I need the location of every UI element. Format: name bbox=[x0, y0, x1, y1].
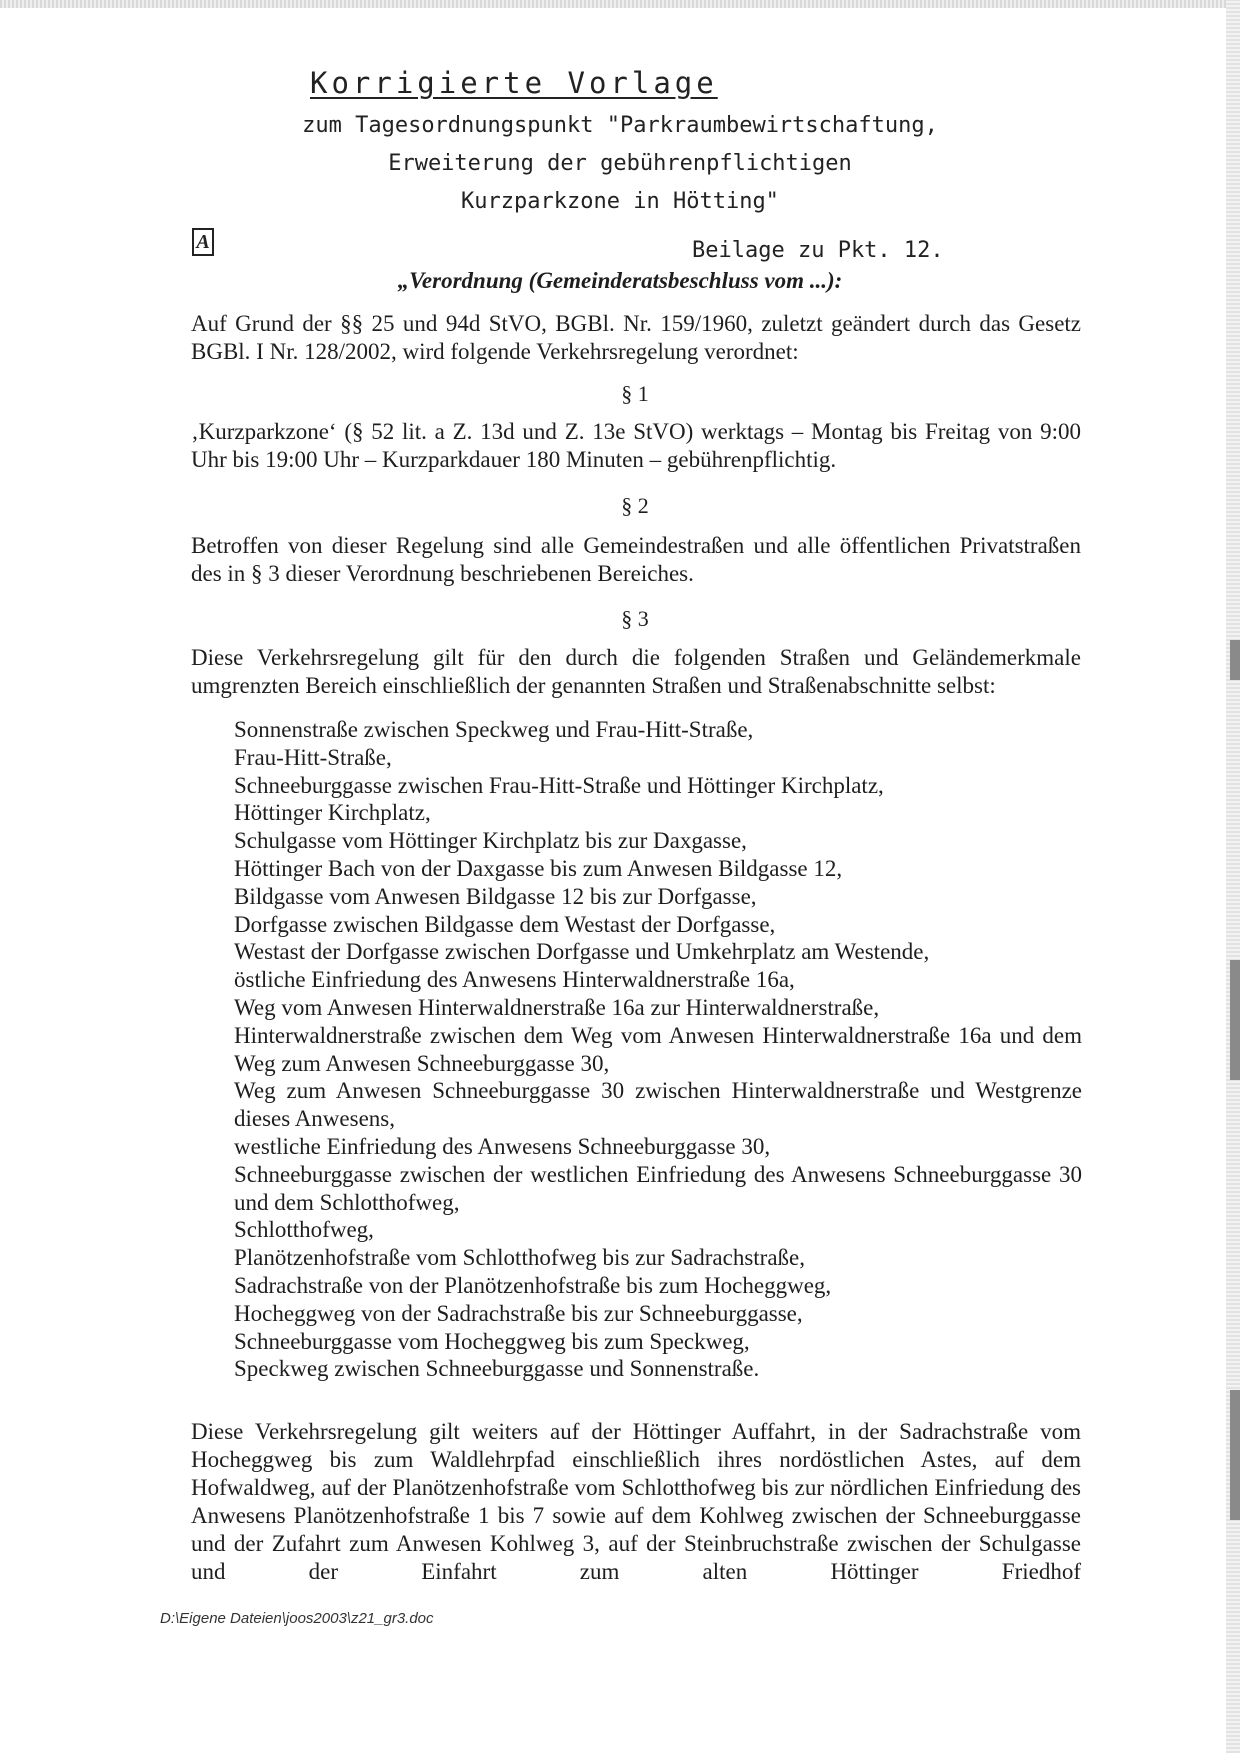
document-title: Korrigierte Vorlage bbox=[310, 66, 718, 100]
list-item: Speckweg zwischen Schneeburggasse und Sonnenstraße. bbox=[234, 1356, 760, 1382]
list-item: Schneeburggasse zwischen der westlichen Einfriedung des Anwesens Schneeburggasse 30 und dem Schlotthofweg, bbox=[234, 1161, 1082, 1215]
list-item: Westast der Dorfgasse zwischen Dorfgasse und Umkehrplatz am Westende, bbox=[234, 939, 930, 965]
list-item: Schlotthofweg, bbox=[234, 1217, 374, 1243]
section-text-2: Betroffen von dieser Regelung sind alle Gemeindestraßen und alle öffentlichen Privatstraßen des in § 3 dieser Verordnung beschriebenen Bereiches. bbox=[191, 533, 1081, 586]
list-item: Sonnenstraße zwischen Speckweg und Frau-Hitt-Straße, bbox=[234, 717, 754, 742]
boundary-street-list bbox=[234, 716, 1082, 1383]
list-item: Bildgasse vom Anwesen Bildgasse 12 bis zur Dorfgasse, bbox=[234, 883, 757, 909]
scan-edge-right bbox=[1226, 0, 1240, 1753]
intro-paragraph: Auf Grund der §§ 25 und 94d StVO, BGBl. Nr. 159/1960, zuletzt geändert durch das Gesetz BGBl. I Nr. 128/2002, wird folgende Verkehrsregelung verordnet: bbox=[191, 311, 1081, 364]
section-text-1: ‚Kurzparkzone‘ (§ 52 lit. a Z. 13d und Z. 13e StVO) werktags – Montag bis Freitag von 9:00 Uhr bis 19:00 Uhr – Kurzparkdauer 180 Minuten – gebührenpflichtig. bbox=[191, 419, 1081, 472]
subtitle-line-2: Erweiterung der gebührenpflichtigen bbox=[388, 151, 852, 176]
list-item: Frau-Hitt-Straße, bbox=[234, 744, 392, 770]
scan-edge-top bbox=[0, 0, 1240, 8]
list-item: Planötzenhofstraße vom Schlotthofweg bis zur Sadrachstraße, bbox=[234, 1245, 806, 1271]
attachment-marker: A bbox=[192, 228, 214, 256]
verordnung-heading: „Verordnung (Gemeinderatsbeschluss vom ...): bbox=[397, 268, 843, 293]
subtitle-line-3: Kurzparkzone in Hötting" bbox=[461, 189, 779, 214]
footer-file-path: D:\Eigene Dateien\joos2003\z21_gr3.doc bbox=[160, 1610, 434, 1627]
list-item: Hocheggweg von der Sadrachstraße bis zur Schneeburggasse, bbox=[234, 1300, 803, 1326]
list-item: westliche Einfriedung des Anwesens Schneeburggasse 30, bbox=[234, 1133, 771, 1159]
list-item: Weg vom Anwesen Hinterwaldnerstraße 16a zur Hinterwaldnerstraße, bbox=[234, 994, 880, 1020]
list-item: Höttinger Kirchplatz, bbox=[234, 800, 431, 826]
list-item: Hinterwaldnerstraße zwischen dem Weg vom Anwesen Hinterwaldnerstraße 16a und dem Weg zum Anwesen Schneeburggasse 30, bbox=[234, 1022, 1082, 1076]
list-item: Sadrachstraße von der Planötzenhofstraße bis zum Hocheggweg, bbox=[234, 1272, 832, 1298]
beilage-reference: Beilage zu Pkt. 12. bbox=[692, 238, 944, 263]
list-item: Dorfgasse zwischen Bildgasse dem Westast der Dorfgasse, bbox=[234, 911, 776, 937]
section-text-3: Diese Verkehrsregelung gilt für den durch die folgenden Straßen und Geländemerkmale umgrenzten Bereich einschließlich der genannten Straßen und Straßenabschnitte selbst: bbox=[191, 645, 1081, 698]
section-label-1: § 1 bbox=[621, 381, 649, 406]
list-item: Höttinger Bach von der Daxgasse bis zum Anwesen Bildgasse 12, bbox=[234, 855, 843, 881]
list-item: östliche Einfriedung des Anwesens Hinterwaldnerstraße 16a, bbox=[234, 967, 795, 993]
list-item: Schneeburggasse zwischen Frau-Hitt-Straße und Höttinger Kirchplatz, bbox=[234, 772, 884, 798]
list-item: Schulgasse vom Höttinger Kirchplatz bis zur Daxgasse, bbox=[234, 828, 747, 854]
list-item: Schneeburggasse vom Hocheggweg bis zum Speckweg, bbox=[234, 1328, 750, 1354]
section-label-2: § 2 bbox=[621, 493, 649, 518]
list-item: Weg zum Anwesen Schneeburggasse 30 zwischen Hinterwaldnerstraße und Westgrenze dieses Anwesens, bbox=[234, 1078, 1082, 1132]
closing-paragraph: Diese Verkehrsregelung gilt weiters auf der Höttinger Auffahrt, in der Sadrachstraße vom Hocheggweg bis zum Waldlehrpfad einschließlich ihres nordöstlichen Astes, auf dem Hofwaldweg, auf der Planötzenhofstraße vom Schlotthofweg bis zur nördlichen Einfriedung des Anwesens Planötzenhofstraße 1 bis 7 sowie auf dem Kohlweg zwischen der Schneeburggasse und der Zufahrt zum Anwesen Kohlweg 3, auf der Steinbruchstraße zwischen der Schulgasse und der Einfahrt zum alten Höttinger Friedhof bbox=[191, 1419, 1081, 1584]
subtitle-line-1: zum Tagesordnungspunkt "Parkraumbewirtschaftung, bbox=[302, 113, 938, 138]
section-label-3: § 3 bbox=[621, 606, 649, 631]
